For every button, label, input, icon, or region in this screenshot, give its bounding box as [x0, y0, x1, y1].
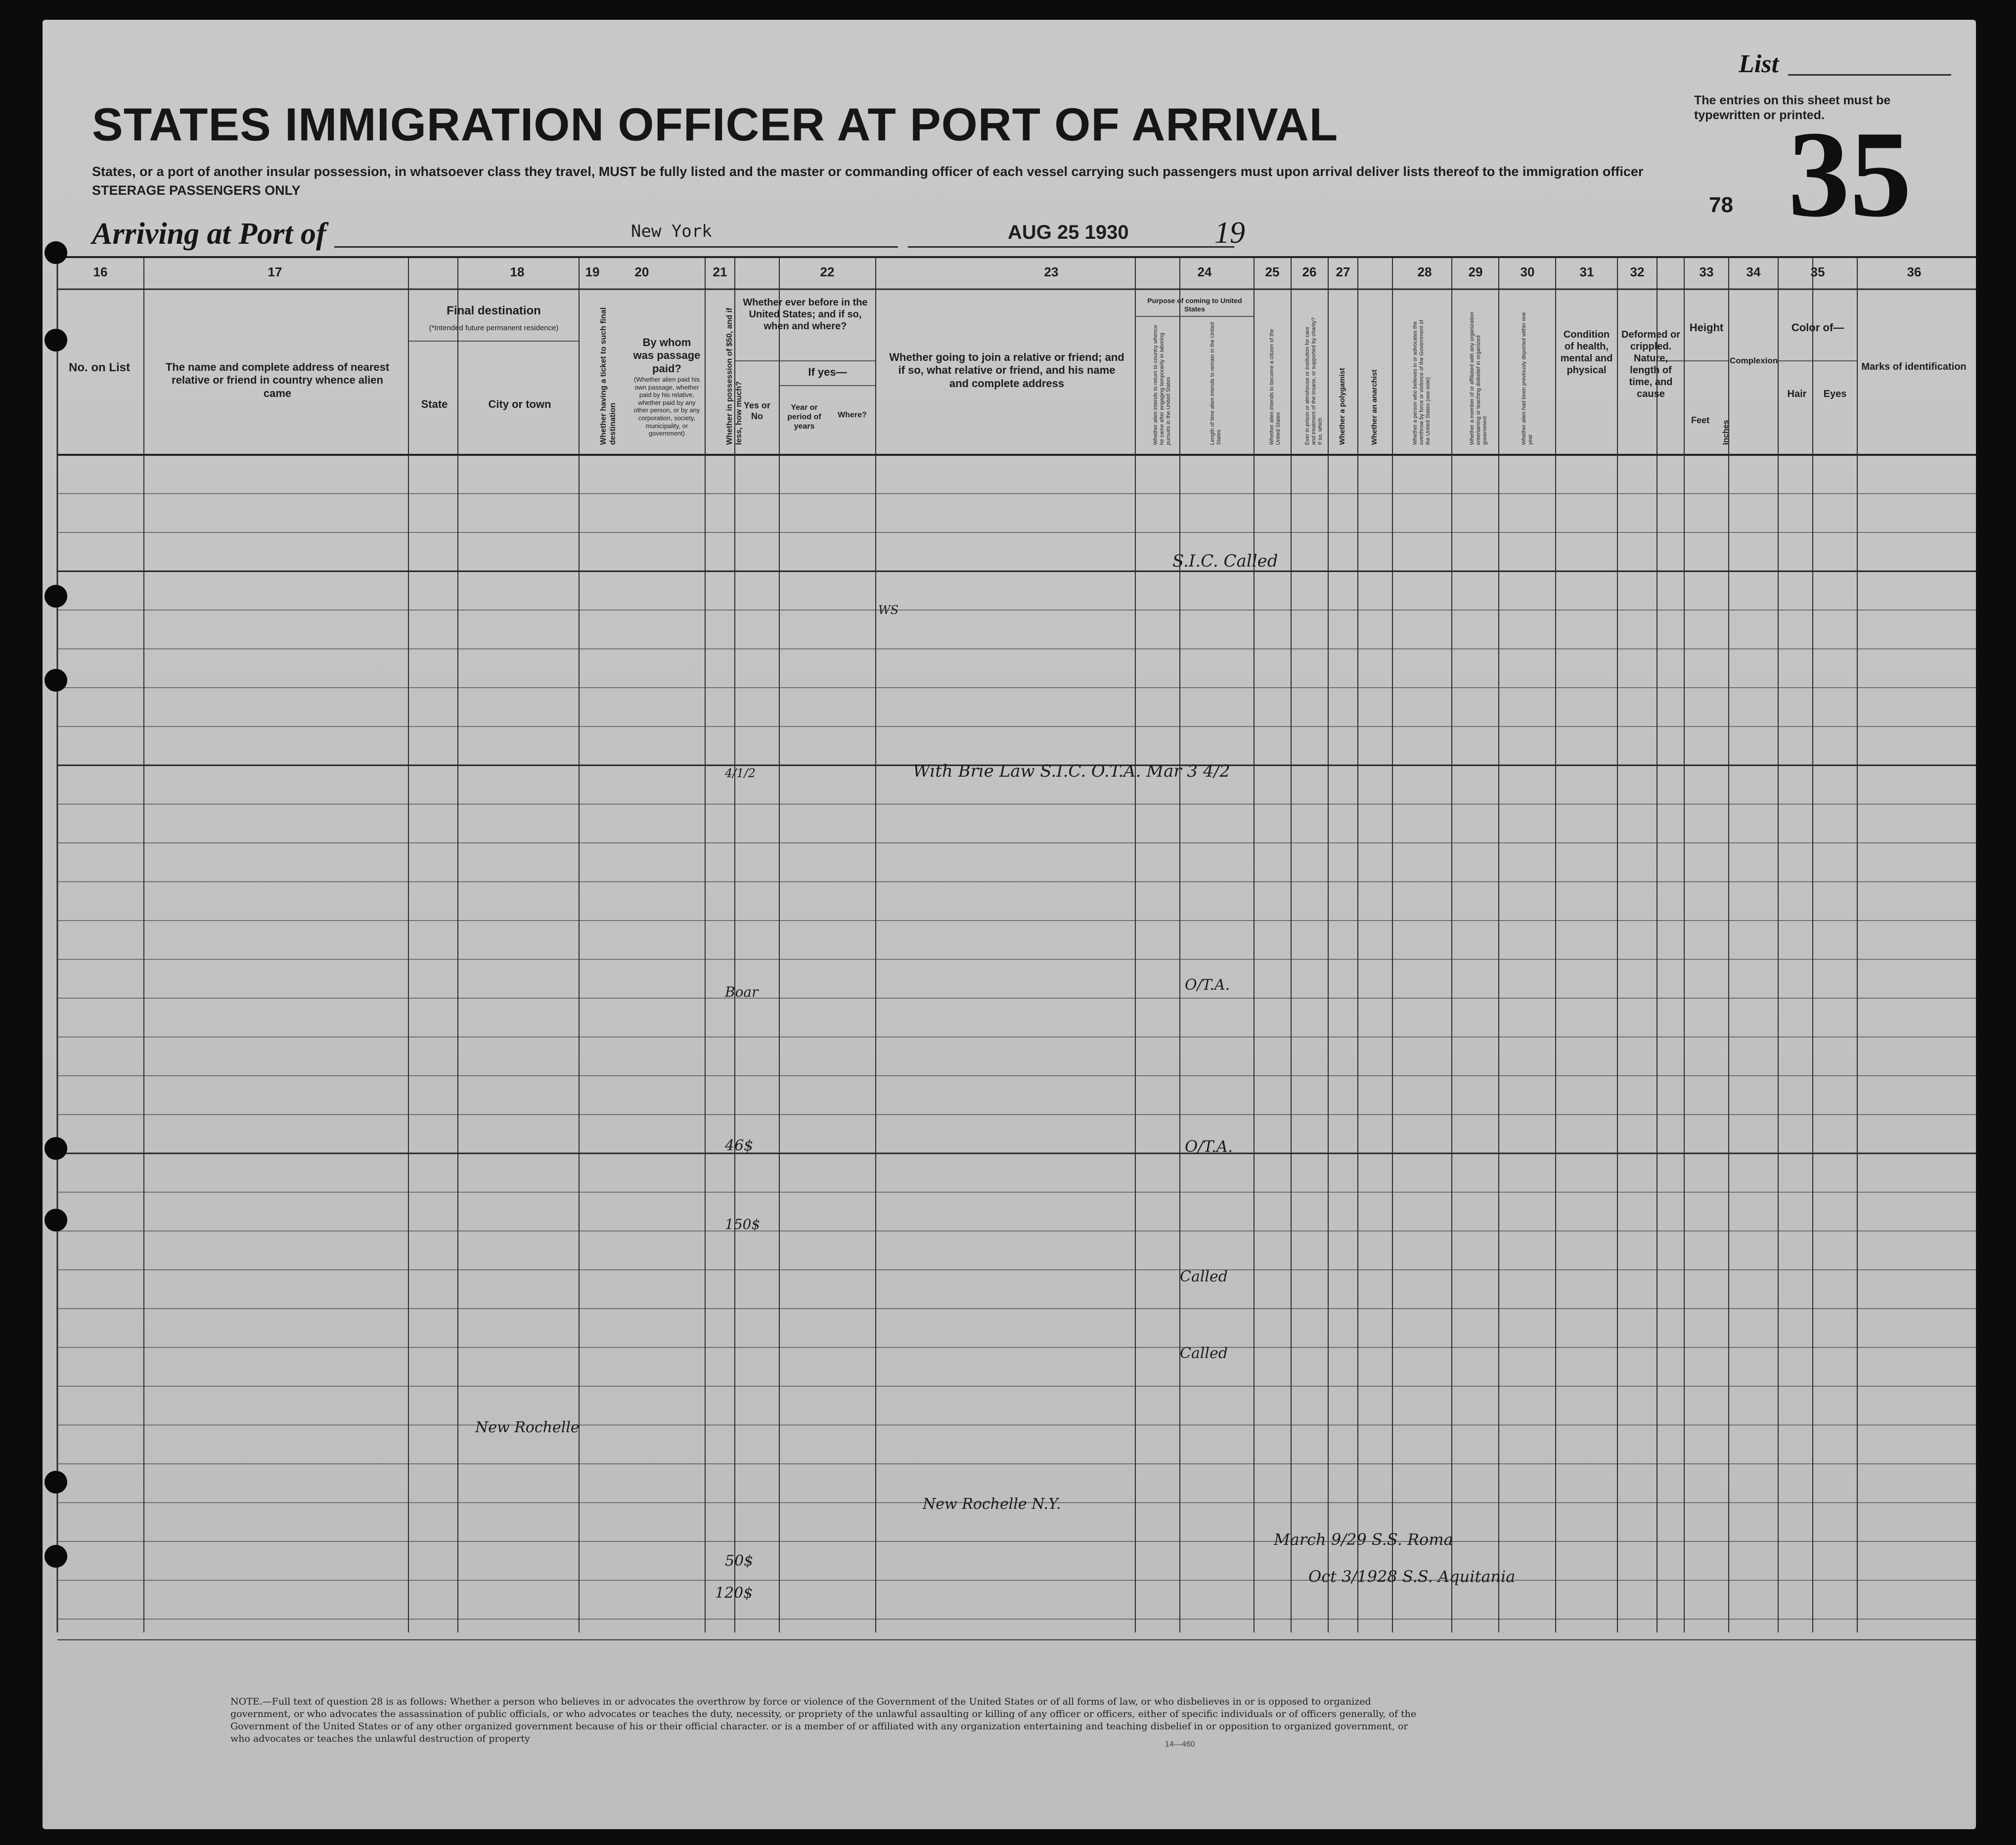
header-purpose: Purpose of coming to United States [1147, 297, 1242, 313]
steerage-label: STEERAGE PASSENGERS ONLY [92, 183, 301, 198]
annotation-called-row4: S.I.C. Called [1172, 551, 1278, 571]
form-grid [43, 20, 1976, 1829]
annotation-called-row22: Called [1180, 1268, 1228, 1285]
column-number: 20 [634, 264, 649, 279]
column-number: 36 [1907, 264, 1922, 279]
column-number: 22 [820, 264, 835, 279]
annotation-ota-row14: O/T.A. [1185, 976, 1230, 994]
year-prefix: 19 [1214, 216, 1245, 250]
header-q29: Whether a member of or affiliated with any organization entertaining or teaching disbelief in organized government [1469, 311, 1488, 445]
column-number: 28 [1417, 264, 1432, 279]
annotation-arrival-row29: March 9/29 S.S. Roma [1274, 1530, 1453, 1549]
annotation-row9: With Brie Law S.I.C. O.T.A. Mar 3 4/2 [913, 761, 1230, 781]
list-number: 35 [1788, 106, 1912, 243]
column-number: 31 [1579, 264, 1594, 279]
header-passage: By whom was passage paid? [633, 336, 701, 375]
binder-hole [45, 585, 67, 608]
header-purpose-citizen: Whether alien intends to become a citizen of the United States [1269, 329, 1282, 445]
column-number: 30 [1520, 264, 1535, 279]
header-q26: Whether a polygamist [1338, 368, 1346, 445]
header-before-us: Whether ever before in the United States; and if so, when and where? [743, 297, 868, 332]
header-passage-note: (Whether alien paid his own passage, whether paid by his relative, whether paid by any other person, or by any corporation, society, municipality, or government) [633, 376, 700, 438]
annotation-new-rochelle-b: New Rochelle N.Y. [923, 1495, 1061, 1513]
header-health: Condition of health, mental and physical [1560, 329, 1613, 376]
annotation-ota-row19: O/T.A. [1185, 1137, 1233, 1156]
page-subtitle: States, or a port of another insular possession, in whatsoever class they travel, MUST be fully listed and the master or commanding officer of each vessel carrying such passengers must upon arrival deliver lists thereof to the immigration officer [92, 164, 1644, 179]
form-number: 14—460 [1165, 1740, 1195, 1749]
header-where: Where? [838, 411, 867, 419]
header-relative: The name and complete address of nearest relative or friend in country whence alien came [165, 361, 390, 399]
header-yes-no: Yes or No [743, 400, 771, 421]
typewritten-note: The entries on this sheet must be typewritten or printed. [1694, 93, 1891, 122]
column-number: 21 [713, 264, 727, 279]
column-number: 18 [510, 264, 525, 279]
header-complexion: Complexion [1730, 356, 1778, 365]
question-28-footnote: NOTE.—Full text of question 28 is as follows: Whether a person who believes in or advocates the overthrow by force or violence of the Government of the United States or of all forms of law, or who disbelieves in or is opposed to organized government, or who advocates the assassination of public officials, or who advocates or teaches the duty, necessity, or propriety of the unlawful assaulting or killing of any officer or officers, either of specific individuals or of officers generally, of the Government of the United States or of any other organized government because of his or their official character. or is a member of or affiliated with any organization entertaining and teaching disbelief in or opposition to organized government, or who advocates or teaches the unlawful destruction of property [230, 1696, 1417, 1744]
column-number: 26 [1302, 264, 1317, 279]
header-if-yes: If yes— [808, 366, 847, 378]
annotation-new-rochelle-a: New Rochelle [475, 1419, 580, 1436]
header-hair: Hair [1787, 389, 1807, 399]
header-purpose-length: Length of time alien intends to remain in the United States [1210, 322, 1222, 445]
column-number: 17 [268, 264, 282, 279]
header-deformed: Deformed or crippled. Nature, length of time, and cause [1621, 329, 1680, 399]
column-number: 35 [1810, 264, 1825, 279]
header-city: City or town [488, 398, 551, 410]
header-state: State [421, 398, 448, 410]
port-value: New York [631, 221, 712, 241]
column-number: 25 [1265, 264, 1280, 279]
list-label: List [1739, 50, 1779, 78]
manifest-sheet [43, 20, 1976, 1829]
header-joining: Whether going to join a relative or friend; and if so, what relative or friend, and his name and complete address [889, 351, 1124, 390]
binder-hole [45, 1209, 67, 1231]
header-height: Height [1689, 321, 1724, 334]
column-number: 16 [93, 264, 108, 279]
annotation-money-row29: 50$ [725, 1552, 754, 1570]
header-feet: Feet [1691, 415, 1709, 425]
column-number: 27 [1336, 264, 1350, 279]
header-eyes: Eyes [1823, 389, 1847, 399]
annotation-money-row19: 46$ [725, 1137, 754, 1154]
header-q28: Whether a person who believes in or advocates the overthrow by force or violence of the Government of the United States (see note) [1412, 319, 1432, 445]
column-number: 32 [1630, 264, 1645, 279]
header-ticket: Whether having a ticket to such final destination [599, 307, 618, 445]
annotation-arrival-row30: Oct 3/1928 S.S. Aquitania [1308, 1567, 1516, 1586]
binder-hole [45, 1545, 67, 1568]
column-number: 19 [585, 264, 600, 279]
annotation-called-row24: Called [1180, 1345, 1228, 1362]
column-number: 34 [1746, 264, 1761, 279]
header-q30: Whether alien had been previously deported within one year [1521, 312, 1534, 445]
page-mark: 78 [1709, 193, 1733, 217]
binder-hole [45, 329, 67, 351]
header-q27: Whether an anarchist [1370, 369, 1379, 445]
header-final-destination: Final destination [447, 304, 541, 317]
binder-hole [45, 1137, 67, 1160]
binder-hole [45, 1471, 67, 1494]
header-inches: Inches [1722, 420, 1730, 445]
column-number: 24 [1197, 264, 1212, 279]
annotation-money-row30: 120$ [715, 1584, 753, 1602]
header-no-on-list: No. on List [69, 361, 130, 374]
annotation-margin-row4: WS [878, 603, 899, 617]
page-title: STATES IMMIGRATION OFFICER AT PORT OF ARRIVAL [92, 98, 1339, 150]
header-money: Whether in possession of $50, and if less, how much? [725, 308, 744, 445]
annotation-money-row21: 150$ [725, 1216, 761, 1232]
header-q25: Ever in prison or almshouse or institution for care and treatment of the insane, or supported by charity? If so, which [1304, 317, 1324, 445]
column-number: 29 [1468, 264, 1483, 279]
header-year-period: Year or period of years [787, 403, 821, 431]
annotation-money-row14: Boar [725, 984, 759, 1000]
header-final-destination-note: (*Intended future permanent residence) [429, 324, 559, 332]
annotation-money-row9: 4/1/2 [725, 766, 756, 780]
column-number: 23 [1044, 264, 1059, 279]
header-purpose-return: Whether alien intends to return to country whence he came after engaging temporarily in laboring pursuits in the United States [1153, 325, 1172, 445]
date-stamp: AUG 25 1930 [1008, 221, 1129, 243]
column-number: 33 [1699, 264, 1714, 279]
header-marks: Marks of identification [1861, 361, 1967, 372]
binder-hole [45, 669, 67, 692]
header-color-of: Color of— [1791, 321, 1844, 334]
arriving-label: Arriving at Port of [92, 217, 326, 251]
binder-hole [45, 241, 67, 264]
